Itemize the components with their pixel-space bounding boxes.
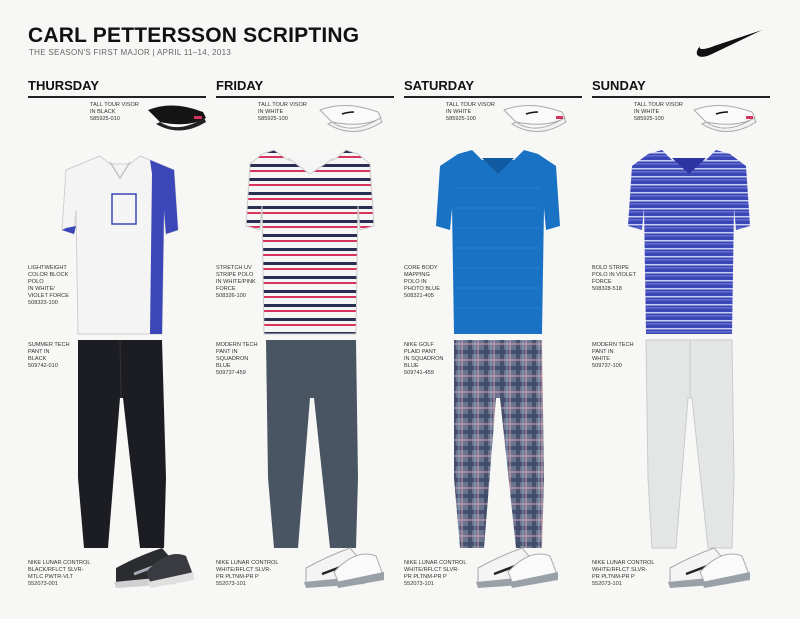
polo-shirt-icon [62,156,178,334]
polo-shirt-icon [436,150,560,334]
visor-label: TALL TOUR VISOR IN WHITE 585925-100 [446,102,495,122]
day-heading: FRIDAY [216,78,264,93]
shirt-label: BOLD STRIPE POLO IN VIOLET FORCE 508328-518 [592,265,637,292]
shirt-label: STRETCH UV STRIPE POLO IN WHITE/PINK FORCE 508326-100 [216,265,256,299]
pant-label: NIKE GOLF PLAID PANT IN SQUADRON BLUE 509741-459 [404,342,444,376]
page-title: CARL PETTERSSON SCRIPTING [28,24,360,47]
shirt-label: CORE BODY MAPPING POLO IN PHOTO BLUE 508321-405 [404,265,440,299]
day-column-thursday [28,78,213,608]
shoe-icon [668,548,750,588]
shoe-label: NIKE LUNAR CONTROL WHITE/RFLCT SLVR- PR PLTNM-PR P 552073-101 [216,560,279,587]
shoe-icon [476,548,558,588]
pants-icon [646,340,734,548]
shoe-label: NIKE LUNAR CONTROL WHITE/RFLCT SLVR- PR PLTNM-PR P 552073-101 [404,560,467,587]
pant-label: MODERN TECH PANT IN SQUADRON BLUE 509737-459 [216,342,258,376]
pants-icon [78,340,166,548]
pant-label: SUMMER TECH PANT IN BLACK 509742-010 [28,342,70,369]
polo-shirt-icon [628,150,750,334]
day-column-friday [216,78,401,608]
day-heading: SUNDAY [592,78,646,93]
visor-label: TALL TOUR VISOR IN BLACK 585925-010 [90,102,139,122]
nike-swoosh-icon [688,26,764,60]
pant-label: MODERN TECH PANT IN WHITE 509737-100 [592,342,634,369]
day-heading: THURSDAY [28,78,100,93]
shoe-label: NIKE LUNAR CONTROL WHITE/RFLCT SLVR- PR PLTNM-PR P 552073-101 [592,560,655,587]
polo-shirt-icon [246,150,374,334]
day-heading: SATURDAY [404,78,475,93]
visor-label: TALL TOUR VISOR IN WHITE 585925-100 [634,102,683,122]
shoe-label: NIKE LUNAR CONTROL BLACK/RFLCT SLVR- MTLC PWTR-VLT 552073-001 [28,560,91,587]
day-column-saturday [404,78,589,608]
shirt-label: LIGHTWEIGHT COLOR BLOCK POLO IN WHITE/ VIOLET FORCE 508323-100 [28,265,69,306]
shoe-icon [114,548,194,588]
day-column-sunday [592,78,777,608]
page-subtitle: THE SEASON'S FIRST MAJOR | APRIL 11–14, 2013 [29,48,232,57]
visor-label: TALL TOUR VISOR IN WHITE 585925-100 [258,102,307,122]
shoe-icon [304,548,384,588]
